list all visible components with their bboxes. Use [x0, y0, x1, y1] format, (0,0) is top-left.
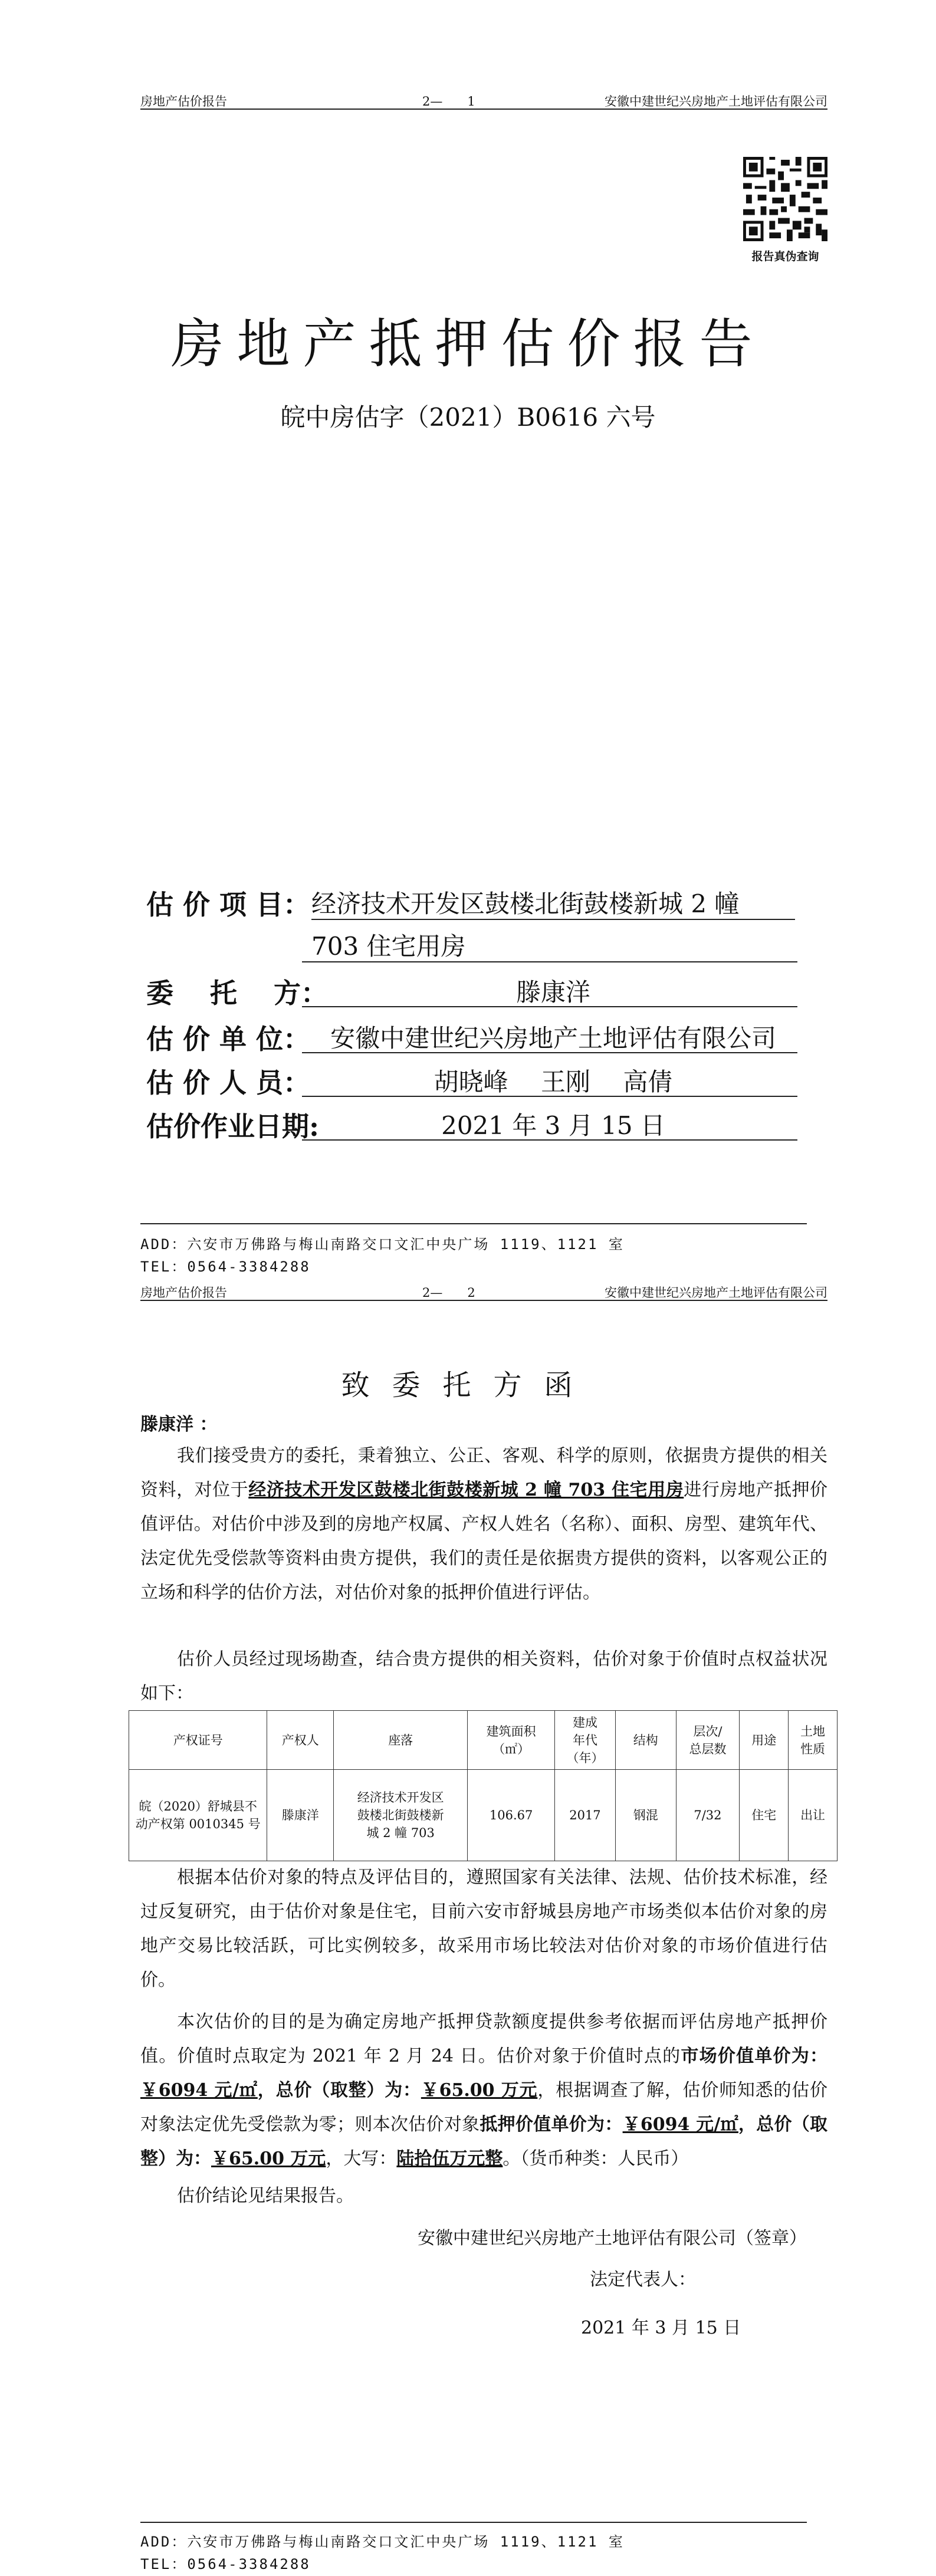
col-structure-label: 结构	[633, 1733, 658, 1747]
cell-land: 出让	[789, 1770, 838, 1861]
cell-use: 住宅	[740, 1770, 789, 1861]
col-land-label: 土地 性质	[800, 1724, 826, 1756]
col-floor-label: 层次/ 总层数	[689, 1724, 727, 1756]
p4-text-g: ；则本次估价对象	[337, 2114, 480, 2135]
footer-address: ADD：六安市万佛路与梅山南路交口文汇中央广场 1119、1121 室	[140, 1236, 625, 1253]
cell-area: 106.67	[468, 1770, 555, 1861]
cell-cert	[129, 1770, 267, 1861]
col-owner-label: 产权人	[281, 1733, 319, 1747]
unit-underline	[302, 1052, 797, 1053]
property-table	[129, 1710, 838, 1861]
footer-tel: TEL：0564-3384288	[140, 2556, 311, 2572]
page-header	[140, 1280, 827, 1301]
client-value: 滕康洋	[515, 978, 590, 1007]
header-left: 房地产估价报告	[140, 1286, 227, 1300]
p4-market-unit-price: ￥6094 元/㎡	[140, 2080, 258, 2101]
staff-label: 估 价 人 员：	[146, 1067, 311, 1099]
p1-text-a: 我们接受贵方的委托，秉着独立、公正、客观、科学的原则，依据贵方提供的相关资料，对位于	[140, 1445, 827, 1500]
p4-text-a: 本次估价的目的是为确定房地产抵押贷款额度提供参考依据而评估房地产抵押价值。价值时点取定为 2021 年 2 月 24 日。估价对象于价值时点的	[140, 2012, 827, 2066]
col-year-label: 建成 年代 （年）	[566, 1715, 604, 1765]
col-land	[789, 1711, 838, 1770]
paragraph-3: 根据本估价对象的特点及评估目的，遵照国家有关法律、法规、估价技术标准，经过反复研究，由于估价对象是住宅，目前六安市舒城县房地产市场类似本估价对象的房地产交易比较活跃，可比实例较多，故采用市场比较法对估价对象的市场价值进行估价。	[140, 1867, 827, 1990]
cover-page	[0, 0, 936, 1274]
col-use-label: 用途	[751, 1733, 777, 1747]
header-left: 房地产估价报告	[140, 94, 227, 109]
date-underline	[302, 1139, 797, 1141]
p4-amount-words: 陆拾伍万元整	[396, 2148, 503, 2169]
p4-total-label: ，总价（取整）为：	[257, 2080, 421, 2101]
col-location	[334, 1711, 468, 1770]
letter-heading: 致委托方函	[341, 1369, 595, 1402]
project-value-line2: 703 住宅用房	[311, 932, 466, 961]
col-area	[468, 1711, 555, 1770]
cell-owner: 滕康洋	[267, 1770, 334, 1861]
qr-code-icon[interactable]	[743, 157, 827, 241]
col-floor	[676, 1711, 740, 1770]
cell-cert-text: 皖（2020）舒城县不 动产权第 0010345 号	[135, 1799, 261, 1831]
signature-representative: 法定代表人：	[590, 2269, 696, 2290]
cell-year: 2017	[555, 1770, 616, 1861]
footer-rule	[140, 1223, 807, 1224]
col-year	[555, 1711, 616, 1770]
col-location-label: 座落	[388, 1733, 413, 1747]
p4-text-l: ，大写：	[326, 2148, 397, 2169]
signature-company: 安徽中建世纪兴房地产土地评估有限公司（签章）	[418, 2228, 807, 2249]
staff-underline	[302, 1096, 797, 1097]
qr-caption: 报告真伪查询	[751, 250, 819, 263]
col-use	[740, 1711, 789, 1770]
signature-date: 2021 年 3 月 15 日	[581, 2318, 741, 2338]
report-number: 皖中房估字（2021）B0616 六号	[280, 403, 656, 432]
p4-market-total: ￥65.00 万元	[421, 2080, 538, 2101]
paragraph-2: 估价人员经过现场勘查，结合贵方提供的相关资料，估价对象于价值时点权益状况如下：	[140, 1649, 827, 1704]
page-header	[140, 88, 827, 110]
unit-label: 估 价 单 位：	[146, 1023, 311, 1055]
addressee: 滕康洋 ：	[140, 1414, 218, 1435]
project-underline-1	[311, 919, 795, 920]
cell-structure: 钢混	[615, 1770, 676, 1861]
cell-floor: 7/32	[676, 1770, 740, 1861]
date-value: 2021 年 3 月 15 日	[441, 1111, 665, 1140]
col-cert-label: 产权证号	[173, 1733, 223, 1747]
header-right: 安徽中建世纪兴房地产土地评估有限公司	[605, 94, 827, 109]
table-row	[129, 1770, 838, 1861]
unit-value: 安徽中建世纪兴房地产土地评估有限公司	[330, 1024, 776, 1053]
col-owner	[267, 1711, 334, 1770]
paragraph-1	[140, 1439, 827, 1610]
cell-location	[334, 1770, 468, 1861]
report-title: 房地产抵押估价报告	[170, 313, 766, 375]
client-label: 委 托 方：	[146, 977, 329, 1009]
header-page-number: 2— 2	[422, 1286, 475, 1300]
paragraph-5: 估价结论见结果报告。	[177, 2186, 354, 2206]
p4-market-label: 市场价值单价为：	[681, 2046, 828, 2066]
footer-tel: TEL：0564-3384288	[140, 1259, 311, 1275]
footer-rule	[140, 2522, 807, 2523]
p4-text-f: ，根据调查了解，估价师知悉的估价对象法定优先受偿款为零	[140, 2080, 828, 2135]
project-value-line1: 经济技术开发区鼓楼北街鼓楼新城 2 幢	[311, 889, 740, 918]
col-cert	[129, 1711, 267, 1770]
staff-value: 胡晓峰 王刚 高倩	[433, 1067, 673, 1096]
header-page-number: 2— 1	[422, 94, 475, 109]
client-underline	[302, 1006, 797, 1007]
p4-mortgage-total: ￥65.00 万元	[211, 2148, 326, 2169]
p4-currency: 。（货币种类：人民币）	[503, 2148, 689, 2169]
footer-address: ADD：六安市万佛路与梅山南路交口文汇中央广场 1119、1121 室	[140, 2534, 625, 2550]
p4-mortgage-total-label: ，总价（取整）为：	[140, 2114, 828, 2169]
project-label: 估 价 项 目：	[146, 889, 311, 921]
date-label: 估价作业日期:	[146, 1110, 319, 1142]
col-area-label: 建筑面积 （㎡）	[486, 1724, 536, 1756]
cell-location-text: 经济技术开发区 鼓楼北街鼓楼新 城 2 幢 703	[357, 1790, 444, 1840]
paragraph-4	[140, 2005, 827, 2176]
header-right: 安徽中建世纪兴房地产土地评估有限公司	[605, 1286, 827, 1300]
project-underline-2	[302, 961, 797, 962]
p1-text-c: 进行房地产抵押价值评估。对估价中涉及到的房地产权属、产权人姓名（名称）、面积、房型、建筑年代、法定优先受偿款等资料由贵方提供，我们的责任是依据贵方提供的资料，以客观公正的立场和科学的估价方法，对估价对象的抵押价值进行评估。	[140, 1480, 828, 1603]
table-header-row	[129, 1711, 838, 1770]
p4-mortgage-label: 抵押价值单价为：	[480, 2114, 623, 2135]
p1-property: 经济技术开发区鼓楼北街鼓楼新城 2 幢 703 住宅用房	[248, 1480, 684, 1500]
p4-mortgage-unit-price: ￥6094 元/㎡	[622, 2114, 738, 2135]
col-structure	[615, 1711, 676, 1770]
